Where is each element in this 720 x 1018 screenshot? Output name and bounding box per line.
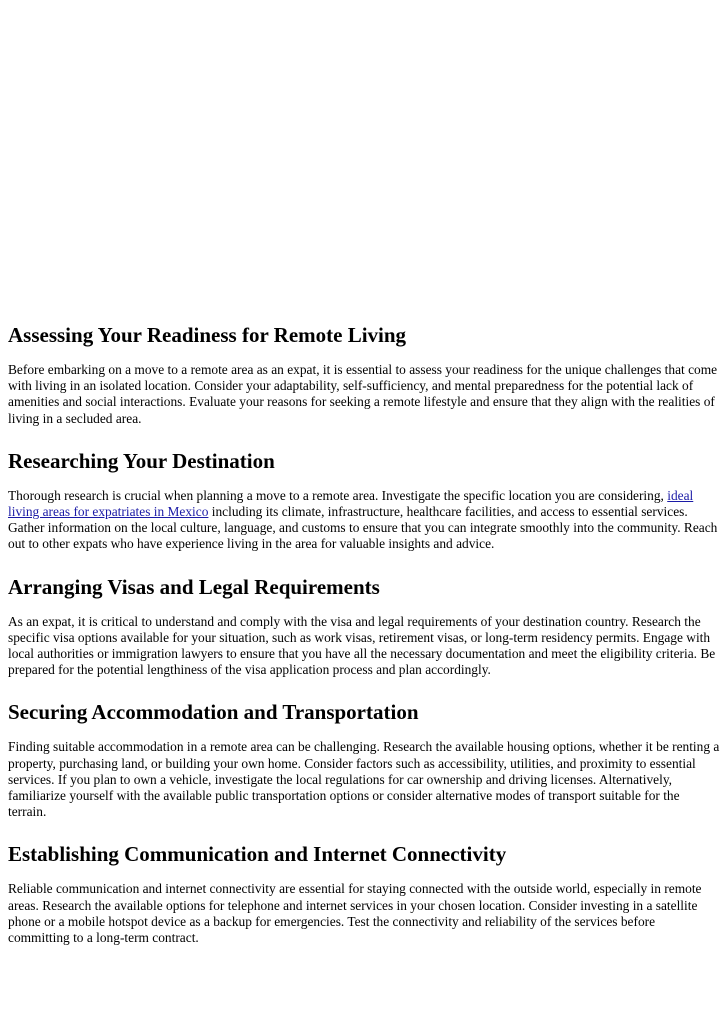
- paragraph-text-before-link: Thorough research is crucial when planning a move to a remote area. Investigate the specific location you are considering,: [8, 487, 668, 503]
- section-heading: Researching Your Destination: [8, 448, 275, 473]
- section-heading: Securing Accommodation and Transportation: [8, 700, 419, 725]
- section-paragraph: As an expat, it is critical to understand and comply with the visa and legal requirements of your destination country. Research the specific visa options available for your situation, such as work visas, retirement visas, or long-term residency permits. Engage with local authorities or immigration lawyers to ensure that you have all the necessary documentation and meet the eligibility criteria. Be prepared for the potential lengthiness of the visa application process and plan accordingly.: [8, 613, 716, 678]
- section-readiness: [8, 322, 720, 427]
- section-destination: [8, 448, 720, 553]
- expat-mexico-link[interactable]: ideal living areas for expatriates in Mexico: [8, 487, 694, 520]
- paragraph-text-after-link: including its climate, infrastructure, healthcare facilities, and access to essential services. Gather information on the local culture, language, and customs to ensure that you can integrate smoothly into the community. Reach out to other expats who have experience living in the area for valuable insights and advice.: [8, 504, 718, 552]
- section-heading: Arranging Visas and Legal Requirements: [8, 574, 380, 599]
- section-heading: Assessing Your Readiness for Remote Living: [8, 323, 407, 347]
- article-content: [8, 322, 720, 967]
- section-paragraph: Reliable communication and internet connectivity are essential for staying connected with the outside world, especially in remote areas. Research the available options for telephone and internet services in your chosen location. Consider investing in a satellite phone or a mobile hotspot device as a backup for emergencies. Test the connectivity and reliability of the services before committing to a long-term contract.: [8, 881, 702, 946]
- section-paragraph: Before embarking on a move to a remote area as an expat, it is essential to assess your readiness for the unique challenges that come with living in an isolated location. Consider your adaptability, self-sufficiency, and mental preparedness for the potential lack of amenities and social interactions. Evaluate your reasons for seeking a remote lifestyle and ensure that they align with the realities of living in a secluded area.: [8, 362, 718, 426]
- section-paragraph: [8, 488, 720, 553]
- section-heading: Establishing Communication and Internet Connectivity: [8, 842, 507, 867]
- section-communication: [8, 841, 720, 946]
- section-paragraph: Finding suitable accommodation in a remote area can be challenging. Research the available housing options, whether it be renting a property, purchasing land, or building your own home. Consider factors such as accessibility, utilities, and proximity to essential services. If you plan to own a vehicle, investigate the local regulations for car ownership and driving licenses. Alternatively, familiarize yourself with the available public transportation options or consider alternative modes of transport suitable for the terrain.: [8, 739, 720, 820]
- section-accommodation: [8, 699, 720, 820]
- section-visas: [8, 574, 720, 679]
